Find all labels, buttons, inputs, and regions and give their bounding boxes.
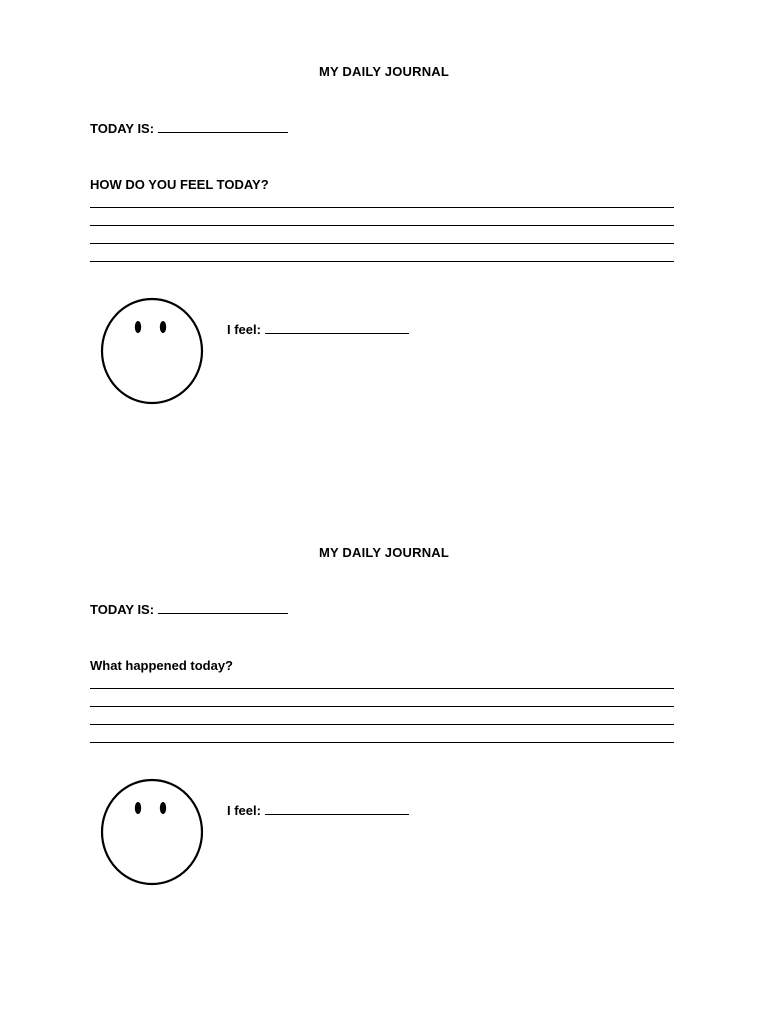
smiley-face-icon [99, 296, 205, 406]
journal-question: HOW DO YOU FEEL TODAY? [90, 177, 269, 192]
date-label: TODAY IS: [90, 121, 155, 136]
date-label: TODAY IS: [90, 602, 155, 617]
writing-line[interactable] [90, 261, 674, 262]
date-blank-line[interactable] [158, 120, 288, 133]
writing-line[interactable] [90, 688, 674, 689]
feel-blank-line[interactable] [265, 802, 409, 815]
writing-lines[interactable] [90, 688, 674, 760]
writing-line[interactable] [90, 225, 674, 226]
writing-line[interactable] [90, 243, 674, 244]
date-row [90, 601, 288, 617]
feel-row [227, 321, 409, 337]
feel-blank-line[interactable] [265, 321, 409, 334]
writing-line[interactable] [90, 742, 674, 743]
writing-line[interactable] [90, 207, 674, 208]
writing-lines[interactable] [90, 207, 674, 279]
date-blank-line[interactable] [158, 601, 288, 614]
date-row [90, 120, 288, 136]
smiley-face-icon [99, 777, 205, 887]
journal-title: MY DAILY JOURNAL [318, 64, 450, 79]
journal-section-2 [0, 481, 768, 961]
feel-row [227, 802, 409, 818]
journal-section-1 [0, 0, 768, 480]
feel-label: I feel: [227, 803, 261, 818]
writing-line[interactable] [90, 724, 674, 725]
journal-question: What happened today? [90, 658, 233, 673]
journal-title: MY DAILY JOURNAL [318, 545, 450, 560]
feel-label: I feel: [227, 322, 261, 337]
writing-line[interactable] [90, 706, 674, 707]
